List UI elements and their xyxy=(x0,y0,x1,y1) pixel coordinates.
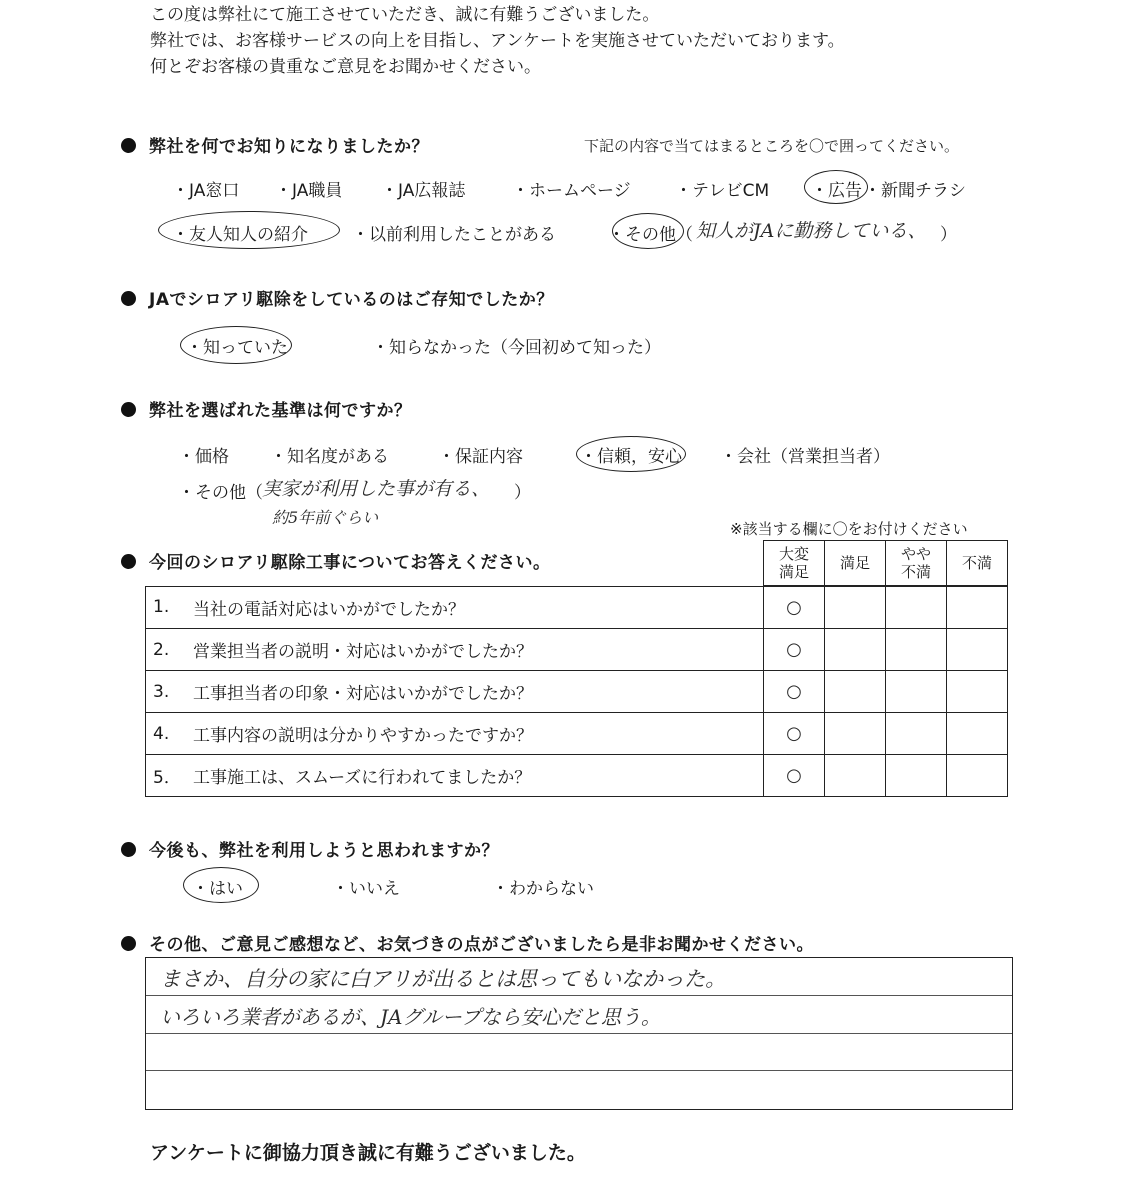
col-somewhat-dissatisfied-line2: 不満 xyxy=(900,563,931,581)
q1-option-ja-staff[interactable]: ・JA職員 xyxy=(275,181,343,201)
q4-note: ※該当する欄に〇をお付けください xyxy=(730,520,968,538)
rating-cell-somewhat-dissatisfied[interactable] xyxy=(886,586,947,629)
circle-mark-icon xyxy=(612,213,684,249)
closing-message: アンケートに御協力頂き誠に有難うございました。 xyxy=(150,1142,586,1164)
q3-option-other[interactable]: ・その他（ xyxy=(178,483,263,503)
ruled-line xyxy=(146,1070,1012,1071)
col-satisfied: 満足 xyxy=(825,541,886,587)
satisfaction-table xyxy=(145,540,1008,797)
circle-mark-icon xyxy=(804,170,868,204)
row-number: 3. xyxy=(146,671,194,713)
q1-other-close: ） xyxy=(940,225,957,245)
table-row xyxy=(146,671,1008,713)
rating-cell-satisfied[interactable] xyxy=(825,671,886,713)
row-question: 工事施工は、スムーズに行われてましたか？ xyxy=(193,755,764,797)
row-question: 当社の電話対応はいかがでしたか？ xyxy=(193,586,764,629)
rating-cell-dissatisfied[interactable] xyxy=(947,629,1008,671)
circle-mark-icon xyxy=(180,326,292,364)
row-number: 2. xyxy=(146,629,194,671)
bullet-icon xyxy=(121,291,136,306)
circle-mark-icon xyxy=(576,436,686,472)
bullet-icon xyxy=(121,936,136,951)
rating-cell-very-satisfied[interactable]: ○ xyxy=(764,755,825,797)
row-number: 4. xyxy=(146,713,194,755)
comment-box[interactable] xyxy=(145,957,1013,1110)
q1-question-text: 弊社を何でお知りになりましたか？ xyxy=(149,137,429,157)
q4-question-text: 今回のシロアリ駆除工事についてお答えください。 xyxy=(149,553,551,573)
q1-option-other[interactable]: ・その他（ xyxy=(608,225,693,245)
q5-option-yes[interactable]: ・はい xyxy=(192,879,243,899)
table-row xyxy=(146,713,1008,755)
q6-question xyxy=(121,930,814,955)
q3-option-trust[interactable]: ・信頼，安心 xyxy=(580,447,682,467)
bullet-icon xyxy=(121,554,136,569)
circle-mark-icon xyxy=(183,867,259,903)
circle-mark-icon xyxy=(158,211,340,249)
col-very-satisfied-line2: 満足 xyxy=(778,563,809,581)
q1-other-handwritten: 知人がJAに勤務している、 xyxy=(696,220,927,242)
row-number: 1. xyxy=(146,586,194,629)
intro-line-3: 何とぞお客様の貴重なご意見をお聞かせください。 xyxy=(150,57,541,77)
row-question: 工事内容の説明は分かりやすかったですか？ xyxy=(193,713,764,755)
col-dissatisfied: 不満 xyxy=(947,541,1008,587)
rating-cell-satisfied[interactable] xyxy=(825,586,886,629)
row-question: 営業担当者の説明・対応はいかがでしたか？ xyxy=(193,629,764,671)
rating-cell-very-satisfied[interactable]: ○ xyxy=(764,629,825,671)
q1-option-tv-cm[interactable]: ・テレビCM xyxy=(675,181,770,201)
bullet-icon xyxy=(121,842,136,857)
bullet-icon xyxy=(121,138,136,153)
q5-question xyxy=(121,836,499,861)
q3-other-close: ） xyxy=(514,483,531,503)
q1-option-ad[interactable]: ・広告 xyxy=(811,181,862,201)
col-very-satisfied xyxy=(764,541,825,587)
rating-cell-dissatisfied[interactable] xyxy=(947,755,1008,797)
q1-instruction: 下記の内容で当てはまるところを〇で囲ってください。 xyxy=(584,137,960,155)
q1-option-ja-window[interactable]: ・JA窓口 xyxy=(172,181,240,201)
rating-cell-dissatisfied[interactable] xyxy=(947,713,1008,755)
q3-option-price[interactable]: ・価格 xyxy=(178,447,229,467)
rating-cell-somewhat-dissatisfied[interactable] xyxy=(886,671,947,713)
table-row xyxy=(146,586,1008,629)
q1-question xyxy=(121,132,429,157)
q3-option-company[interactable]: ・会社（営業担当者） xyxy=(720,447,890,467)
rating-cell-dissatisfied[interactable] xyxy=(947,671,1008,713)
q2-option-knew[interactable]: ・知っていた xyxy=(186,338,288,358)
col-somewhat-dissatisfied xyxy=(886,541,947,587)
table-header-row xyxy=(146,541,1008,587)
q2-question-text: JAでシロアリ駆除をしているのはご存知でしたか？ xyxy=(149,290,554,310)
q3-option-reputation[interactable]: ・知名度がある xyxy=(270,447,389,467)
q3-other-handwritten-1: 実家が利用した事が有る、 xyxy=(262,478,491,500)
q1-option-friend[interactable]: ・友人知人の紹介 xyxy=(172,225,308,245)
q1-option-newspaper[interactable]: ・新聞チラシ xyxy=(864,181,966,201)
intro-line-2: 弊社では、お客様サービスの向上を目指し、アンケートを実施させていただいております。 xyxy=(150,31,845,51)
intro-line-1: この度は弊社にて施工させていただき、誠に有難うございました。 xyxy=(150,5,660,25)
q6-question-text: その他、ご意見ご感想など、お気づきの点がございましたら是非お聞かせください。 xyxy=(149,935,814,955)
q1-option-previous-use[interactable]: ・以前利用したことがある xyxy=(352,225,556,245)
q3-other-handwritten-2: 約5年前ぐらい xyxy=(272,508,379,527)
rating-cell-very-satisfied[interactable]: ○ xyxy=(764,586,825,629)
rating-cell-somewhat-dissatisfied[interactable] xyxy=(886,713,947,755)
q5-option-no[interactable]: ・いいえ xyxy=(332,879,400,899)
row-number: 5． xyxy=(146,755,194,797)
col-very-satisfied-line1: 大変 xyxy=(778,545,809,563)
rating-cell-very-satisfied[interactable]: ○ xyxy=(764,713,825,755)
rating-cell-somewhat-dissatisfied[interactable] xyxy=(886,629,947,671)
q1-option-homepage[interactable]: ・ホームページ xyxy=(512,181,631,201)
q1-option-ja-magazine[interactable]: ・JA広報誌 xyxy=(381,181,466,201)
table-header-spacer xyxy=(146,541,764,587)
q2-question xyxy=(121,285,554,310)
table-row xyxy=(146,755,1008,797)
q5-question-text: 今後も、弊社を利用しようと思われますか？ xyxy=(149,841,499,861)
rating-cell-very-satisfied[interactable]: ○ xyxy=(764,671,825,713)
q3-question xyxy=(121,396,412,421)
q5-option-unsure[interactable]: ・わからない xyxy=(492,879,594,899)
comment-handwritten-2: いろいろ業者があるが、JAグループなら安心だと思う。 xyxy=(160,1005,661,1029)
table-row xyxy=(146,629,1008,671)
ruled-line xyxy=(146,995,1012,996)
q3-question-text: 弊社を選ばれた基準は何ですか？ xyxy=(149,401,412,421)
col-somewhat-dissatisfied-line1: やや xyxy=(900,545,931,563)
q2-option-did-not-know[interactable]: ・知らなかった（今回初めて知った） xyxy=(372,338,661,358)
rating-cell-satisfied[interactable] xyxy=(825,629,886,671)
rating-cell-somewhat-dissatisfied[interactable] xyxy=(886,755,947,797)
rating-cell-dissatisfied[interactable] xyxy=(947,586,1008,629)
rating-cell-satisfied[interactable] xyxy=(825,755,886,797)
bullet-icon xyxy=(121,402,136,417)
ruled-line xyxy=(146,1033,1012,1034)
rating-cell-satisfied[interactable] xyxy=(825,713,886,755)
row-question: 工事担当者の印象・対応はいかがでしたか？ xyxy=(193,671,764,713)
q3-option-warranty[interactable]: ・保証内容 xyxy=(438,447,523,467)
comment-handwritten-1: まさか、自分の家に白アリが出るとは思ってもいなかった。 xyxy=(160,967,727,991)
